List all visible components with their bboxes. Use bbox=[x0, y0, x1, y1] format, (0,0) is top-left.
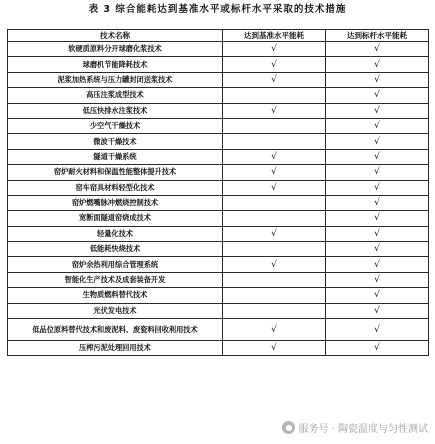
table-row bbox=[8, 180, 429, 195]
benchmark-mark: √ bbox=[326, 165, 429, 180]
technology-name: 窑炉耐火材料和保温性能整体提升技术 bbox=[8, 165, 223, 180]
baseline-mark bbox=[223, 134, 326, 149]
table-row bbox=[8, 272, 429, 287]
technology-name: 生物质燃料替代技术 bbox=[8, 288, 223, 303]
baseline-mark: √ bbox=[223, 180, 326, 195]
baseline-mark: √ bbox=[223, 42, 326, 57]
table-row bbox=[8, 88, 429, 103]
benchmark-mark: √ bbox=[326, 103, 429, 118]
table-row bbox=[8, 341, 429, 356]
technology-name: 低压快排水注浆技术 bbox=[8, 103, 223, 118]
benchmark-mark: √ bbox=[326, 88, 429, 103]
baseline-mark: √ bbox=[223, 72, 326, 87]
table-row bbox=[8, 319, 429, 341]
benchmark-mark: √ bbox=[326, 257, 429, 272]
benchmark-mark: √ bbox=[326, 134, 429, 149]
technology-name: 泥浆加热系统与压力罐封闭送浆技术 bbox=[8, 72, 223, 87]
technology-name: 宽断面隧道窑烧成技术 bbox=[8, 211, 223, 226]
benchmark-mark: √ bbox=[326, 42, 429, 57]
table-row bbox=[8, 134, 429, 149]
table-row bbox=[8, 57, 429, 72]
benchmark-mark: √ bbox=[326, 303, 429, 318]
baseline-mark: √ bbox=[223, 226, 326, 241]
header-baseline: 达到基准水平能耗 bbox=[223, 30, 326, 42]
technology-name: 少空气干燥技术 bbox=[8, 118, 223, 133]
benchmark-mark: √ bbox=[326, 319, 429, 341]
table-row bbox=[8, 72, 429, 87]
table-row bbox=[8, 226, 429, 241]
technology-name: 智能化生产技术及成套装备开发 bbox=[8, 272, 223, 287]
measures-table bbox=[7, 29, 429, 356]
baseline-mark bbox=[223, 211, 326, 226]
benchmark-mark: √ bbox=[326, 242, 429, 257]
header-technology: 技术名称 bbox=[8, 30, 223, 42]
technology-name: 轻量化技术 bbox=[8, 226, 223, 241]
technology-name: 软硬质原料分开球磨化浆技术 bbox=[8, 42, 223, 57]
technology-name: 光伏发电技术 bbox=[8, 303, 223, 318]
benchmark-mark: √ bbox=[326, 226, 429, 241]
baseline-mark: √ bbox=[223, 149, 326, 164]
benchmark-mark: √ bbox=[326, 211, 429, 226]
table-row bbox=[8, 195, 429, 210]
header-benchmark: 达到标杆水平能耗 bbox=[326, 30, 429, 42]
table-row bbox=[8, 288, 429, 303]
baseline-mark bbox=[223, 242, 326, 257]
baseline-mark: √ bbox=[223, 165, 326, 180]
technology-name: 窑炉余热利用综合管理系统 bbox=[8, 257, 223, 272]
benchmark-mark: √ bbox=[326, 272, 429, 287]
benchmark-mark: √ bbox=[326, 195, 429, 210]
baseline-mark bbox=[223, 303, 326, 318]
watermark bbox=[279, 419, 431, 436]
technology-name: 低能耗快烧技术 bbox=[8, 242, 223, 257]
baseline-mark bbox=[223, 288, 326, 303]
benchmark-mark: √ bbox=[326, 118, 429, 133]
baseline-mark: √ bbox=[223, 57, 326, 72]
benchmark-mark: √ bbox=[326, 288, 429, 303]
baseline-mark: √ bbox=[223, 319, 326, 341]
benchmark-mark: √ bbox=[326, 72, 429, 87]
table-row bbox=[8, 257, 429, 272]
table-row bbox=[8, 303, 429, 318]
benchmark-mark: √ bbox=[326, 57, 429, 72]
header-row bbox=[8, 30, 429, 42]
baseline-mark bbox=[223, 88, 326, 103]
technology-name: 球磨机节能降耗技术 bbox=[8, 57, 223, 72]
watermark-text: 服务号 · 陶瓷温度与匀性测试 bbox=[298, 424, 428, 435]
benchmark-mark: √ bbox=[326, 149, 429, 164]
table-row bbox=[8, 149, 429, 164]
technology-name: 低品位原料替代技术和废泥料、废瓷料回收利用技术 bbox=[8, 319, 223, 341]
technology-name: 压榨污泥处理回用技术 bbox=[8, 341, 223, 356]
baseline-mark bbox=[223, 118, 326, 133]
baseline-mark: √ bbox=[223, 103, 326, 118]
technology-name: 隧道干燥系统 bbox=[8, 149, 223, 164]
baseline-mark: √ bbox=[223, 257, 326, 272]
table-row bbox=[8, 42, 429, 57]
baseline-mark bbox=[223, 272, 326, 287]
table-row bbox=[8, 242, 429, 257]
technology-name: 高压注浆成型技术 bbox=[8, 88, 223, 103]
technology-name: 窑炉燃嘴脉冲燃烧控制技术 bbox=[8, 195, 223, 210]
table-row bbox=[8, 165, 429, 180]
benchmark-mark: √ bbox=[326, 180, 429, 195]
table-row bbox=[8, 118, 429, 133]
table-row bbox=[8, 103, 429, 118]
baseline-mark: √ bbox=[223, 341, 326, 356]
technology-name: 窑车窑具材料轻型化技术 bbox=[8, 180, 223, 195]
benchmark-mark: √ bbox=[326, 341, 429, 356]
table-caption: 表 3 综合能耗达到基准水平或标杆水平采取的技术措施 bbox=[88, 4, 347, 15]
wechat-icon: ● bbox=[282, 421, 295, 434]
technology-name: 微波干燥技术 bbox=[8, 134, 223, 149]
baseline-mark bbox=[223, 195, 326, 210]
table-row bbox=[8, 211, 429, 226]
